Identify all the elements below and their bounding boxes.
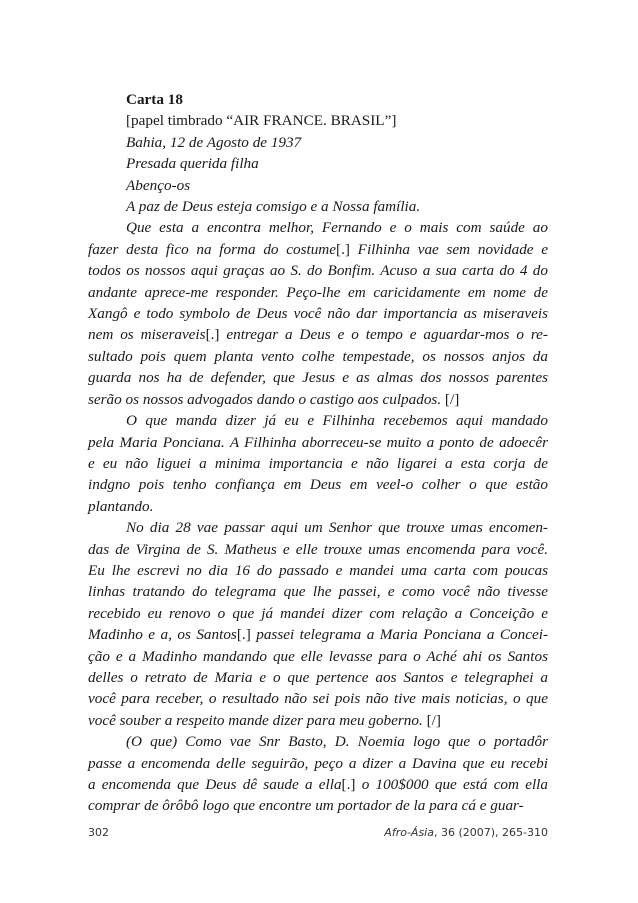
- paragraph-line: [88, 774, 548, 795]
- paragraph-line: [88, 624, 548, 645]
- journal-name: Afro-Ásia: [384, 826, 434, 839]
- salutation: Presada querida filha: [126, 155, 259, 173]
- paragraph-line: [88, 239, 548, 260]
- text-run: passe a encomenda delle seguirão, peço a dizer a Davina que eu recebi: [88, 754, 548, 772]
- place-date: Bahia, 12 de Agosto de 1937: [126, 133, 302, 151]
- page-number: 302: [88, 826, 109, 839]
- paragraph-line: [88, 560, 548, 581]
- text-run: (O que) Como vae Snr Basto, D. Noemia logo que o portadôr: [126, 733, 548, 751]
- text-run: passei telegrama a Maria Ponciana a Concei-: [256, 626, 549, 644]
- journal-citation: [384, 826, 548, 839]
- text-run: O que manda dizer já eu e Filhinha recebemos aqui mandado: [126, 412, 548, 430]
- text-run: Madinho e a, os Santos: [88, 626, 237, 644]
- paragraph-line: [88, 260, 548, 281]
- greeting: A paz de Deus esteja comsigo e a Nossa família.: [126, 198, 421, 216]
- paragraph-line: [88, 753, 548, 774]
- text-run: serão os nossos advogados dando o castigo aos culpados.: [88, 390, 445, 408]
- text-run: [.]: [341, 776, 362, 793]
- text-run: [/]: [426, 711, 441, 729]
- paragraph-line: [88, 367, 548, 388]
- paragraph-line: [88, 282, 548, 303]
- paragraph-line: [88, 432, 548, 453]
- paragraph-line: [88, 646, 548, 667]
- text-run: plantando.: [88, 497, 154, 515]
- text-run: entregar a Deus e o tempo e aguardar-mos o re-: [226, 326, 548, 344]
- text-run: [.]: [205, 326, 227, 344]
- paragraph-line: [88, 710, 548, 731]
- text-run: o 100$000 que está com ella: [361, 776, 548, 793]
- journal-issue: , 36 (2007), 265-310: [433, 826, 548, 839]
- text-run: No dia 28 vae passar aqui um Senhor que trouxe umas encomen-: [126, 519, 548, 537]
- paragraph-line: [88, 410, 548, 431]
- paragraph-line: [88, 346, 548, 367]
- paragraph-line: [88, 324, 548, 345]
- letterhead-note: [papel timbrado “AIR FRANCE. BRASIL”]: [126, 112, 397, 130]
- paragraph-line: [88, 474, 548, 495]
- paragraph-line: [88, 581, 548, 602]
- text-run: delles o retrato de Maria e o que pertence aos Santos e telegraphei a: [88, 668, 548, 686]
- letter-body: [88, 89, 548, 817]
- paragraph-line: [88, 453, 548, 474]
- paragraph-line: [88, 539, 548, 560]
- text-run: todos os nossos aqui graças ao S. do Bonfim. Acuso a sua carta do 4 do: [88, 262, 548, 280]
- text-run: Eu lhe escrevi no dia 16 do passado e mandei uma carta com poucas: [88, 561, 548, 579]
- text-run: [.]: [336, 240, 358, 258]
- text-run: das de Virgina de S. Matheus e elle trouxe umas encomenda para você.: [88, 540, 548, 558]
- text-run: pela Maria Ponciana. A Filhinha aborreceu-se muito a ponto de adoecêr: [88, 433, 548, 451]
- paragraphs: [88, 217, 548, 816]
- text-run: [/]: [444, 390, 460, 408]
- text-run: você souber a respeito mande dizer para meu goberno.: [88, 711, 427, 729]
- paragraph-line: [88, 496, 548, 517]
- paragraph-line: [88, 795, 548, 816]
- text-run: Xangô e todo symbolo de Deus você não dar importancia as miseraveis: [88, 305, 548, 323]
- text-run: você para receber, o resultado não sei pois não tive mais noticias, o que: [88, 690, 548, 708]
- text-run: guarda nos ha de defender, que Jesus e as almas dos nossos parentes: [88, 369, 548, 387]
- text-run: [.]: [236, 626, 257, 644]
- text-run: linhas tratando do telegrama que lhe passei, e como você não tivesse: [88, 583, 548, 601]
- paragraph-line: [88, 303, 548, 324]
- text-run: a encomenda que Deus dê saude a ella: [88, 776, 342, 793]
- text-run: andante aprece-me responder. Peço-lhe em caricidamente em nome de: [88, 283, 548, 301]
- text-run: indgno pois tenho confiança em Deus em veel-o colher o que estão: [88, 476, 548, 494]
- text-run: Que esta a encontra melhor, Fernando e o mais com saúde ao: [126, 219, 548, 237]
- paragraph-line: [88, 217, 548, 238]
- text-run: Filhinha vae sem novidade e: [357, 240, 549, 258]
- text-run: comprar de ôrôbô logo que encontre um portador de la para cá e guar-: [88, 797, 524, 815]
- text-run: nem os miseraveis: [88, 326, 206, 344]
- paragraph-line: [88, 517, 548, 538]
- text-run: ção e a Madinho mandando que elle levasse para o Aché ahi os Santos: [88, 647, 548, 665]
- text-run: recebido eu renovo o que já mandei dizer com relação a Conceição e: [88, 604, 548, 622]
- text-run: fazer desta fico na forma do costume: [88, 240, 337, 258]
- paragraph-line: [88, 667, 548, 688]
- letter-title: Carta 18: [126, 91, 183, 108]
- paragraph-line: [88, 603, 548, 624]
- text-run: e eu não liguei a minima importancia e não ligarei a esta corja de: [88, 454, 548, 472]
- paragraph-line: [88, 688, 548, 709]
- text-run: sultado pois quem planta vento colhe tempestade, os nossos anjos da: [88, 347, 548, 365]
- paragraph-line: [88, 389, 548, 410]
- blessing: Abenço-os: [126, 176, 191, 194]
- paragraph-line: [88, 731, 548, 752]
